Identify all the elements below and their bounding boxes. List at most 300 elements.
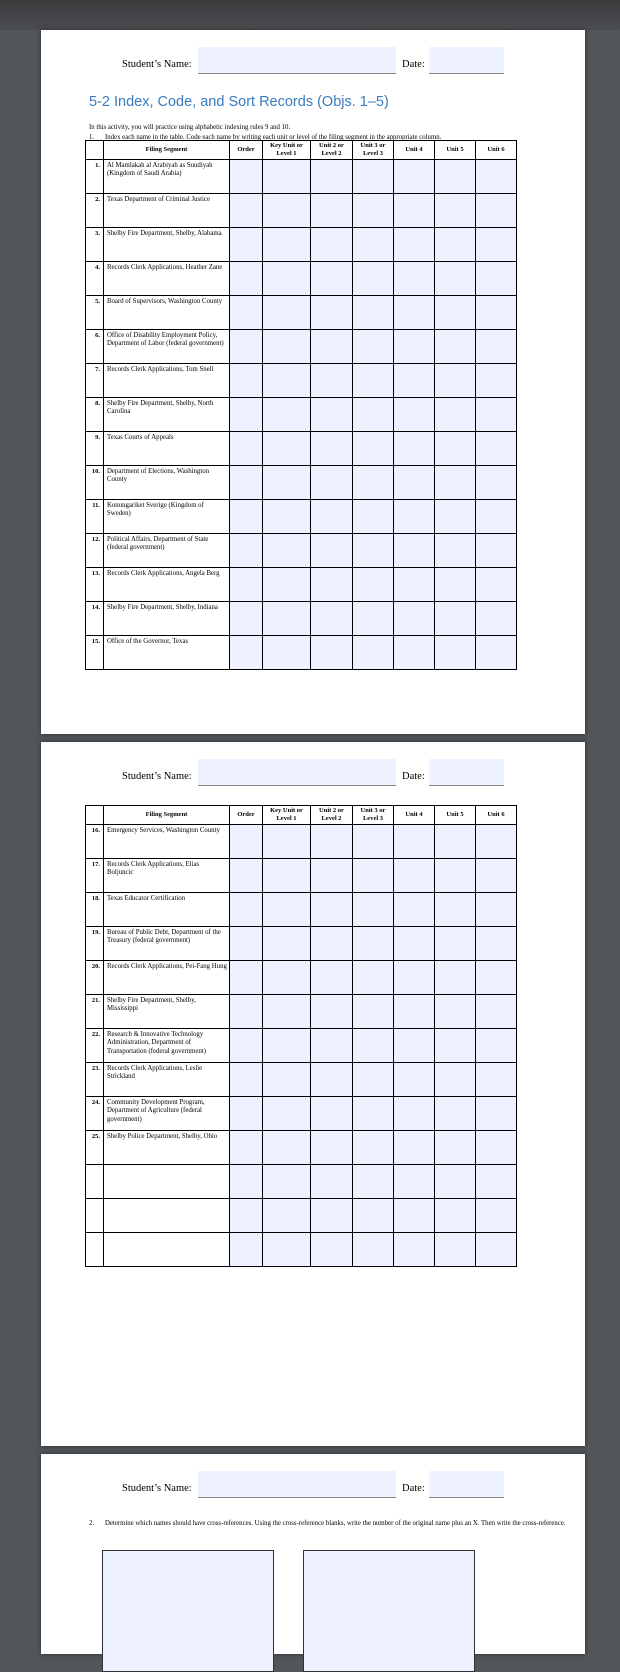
- answer-field[interactable]: [394, 1131, 435, 1165]
- table-row: [86, 961, 517, 995]
- filing-segment: Board of Supervisors, Washington County: [104, 296, 230, 330]
- filing-segment: Texas Courts of Appeals: [104, 432, 230, 466]
- student-name-field[interactable]: [198, 759, 396, 786]
- answer-field[interactable]: [230, 927, 263, 961]
- answer-field[interactable]: [476, 1097, 517, 1131]
- document-page-2: [41, 742, 585, 1446]
- answer-field[interactable]: [311, 228, 353, 262]
- answer-field[interactable]: [353, 534, 394, 568]
- answer-field[interactable]: [353, 893, 394, 927]
- answer-field[interactable]: [394, 330, 435, 364]
- answer-field[interactable]: [263, 500, 311, 534]
- table-row: [86, 1165, 517, 1199]
- answer-field[interactable]: [394, 296, 435, 330]
- answer-field[interactable]: [263, 927, 311, 961]
- answer-field[interactable]: [394, 432, 435, 466]
- answer-field[interactable]: [230, 296, 263, 330]
- instruction-text: Index each name in the table. Code each name by writing each unit or level of the filing segment in the appropriate column.: [105, 134, 442, 141]
- row-number-header: [86, 806, 104, 825]
- filing-segment: Department of Elections, Washington County: [104, 466, 230, 500]
- column-header: Unit 6: [476, 806, 517, 825]
- filing-segment: Shelby Fire Department, Shelby, North Carolina: [104, 398, 230, 432]
- student-name-label: Student’s Name:: [122, 59, 192, 70]
- answer-field[interactable]: [435, 825, 476, 859]
- date-field[interactable]: [429, 1471, 504, 1498]
- answer-field[interactable]: [230, 1131, 263, 1165]
- answer-field[interactable]: [353, 466, 394, 500]
- activity-intro: In this activity, you will practice using alphabetic indexing rules 9 and 10.: [89, 124, 291, 131]
- filing-segment: [104, 1199, 230, 1233]
- answer-field[interactable]: [263, 194, 311, 228]
- answer-field[interactable]: [435, 398, 476, 432]
- row-number: 17.: [86, 859, 104, 893]
- answer-field[interactable]: [230, 364, 263, 398]
- answer-field[interactable]: [394, 636, 435, 670]
- answer-field[interactable]: [230, 636, 263, 670]
- answer-field[interactable]: [394, 602, 435, 636]
- answer-field[interactable]: [394, 893, 435, 927]
- answer-field[interactable]: [353, 636, 394, 670]
- date-field[interactable]: [429, 759, 504, 786]
- answer-field[interactable]: [230, 330, 263, 364]
- row-number: 12.: [86, 534, 104, 568]
- answer-field[interactable]: [476, 262, 517, 296]
- filing-table-page-1: [85, 140, 517, 670]
- column-header: Unit 4: [394, 806, 435, 825]
- table-row: [86, 927, 517, 961]
- answer-field[interactable]: [263, 1029, 311, 1063]
- answer-field[interactable]: [311, 500, 353, 534]
- cross-reference-box-2[interactable]: [303, 1550, 475, 1672]
- answer-field[interactable]: [230, 893, 263, 927]
- table-row: [86, 160, 517, 194]
- answer-field[interactable]: [394, 927, 435, 961]
- answer-field[interactable]: [263, 1063, 311, 1097]
- answer-field[interactable]: [353, 1029, 394, 1063]
- answer-field[interactable]: [435, 927, 476, 961]
- table-header-row: [86, 141, 517, 160]
- row-number: 7.: [86, 364, 104, 398]
- answer-field[interactable]: [394, 1097, 435, 1131]
- column-header: Unit 5: [435, 141, 476, 160]
- answer-field[interactable]: [263, 398, 311, 432]
- answer-field[interactable]: [311, 995, 353, 1029]
- answer-field[interactable]: [435, 995, 476, 1029]
- filing-segment: Texas Educator Certification: [104, 893, 230, 927]
- answer-field[interactable]: [311, 1165, 353, 1199]
- answer-field[interactable]: [311, 1029, 353, 1063]
- filing-table-page-2: [85, 805, 517, 1267]
- answer-field[interactable]: [263, 466, 311, 500]
- answer-field[interactable]: [394, 364, 435, 398]
- answer-field[interactable]: [476, 432, 517, 466]
- answer-field[interactable]: [476, 961, 517, 995]
- answer-field[interactable]: [435, 1131, 476, 1165]
- answer-field[interactable]: [476, 228, 517, 262]
- answer-field[interactable]: [435, 500, 476, 534]
- student-name-field[interactable]: [198, 47, 396, 74]
- table-row: [86, 534, 517, 568]
- answer-field[interactable]: [435, 330, 476, 364]
- answer-field[interactable]: [476, 893, 517, 927]
- row-number: 13.: [86, 568, 104, 602]
- row-number: 2.: [86, 194, 104, 228]
- table-row: [86, 1199, 517, 1233]
- answer-field[interactable]: [311, 1199, 353, 1233]
- answer-field[interactable]: [311, 636, 353, 670]
- student-name-field[interactable]: [198, 1471, 396, 1498]
- answer-field[interactable]: [230, 1097, 263, 1131]
- answer-field[interactable]: [353, 961, 394, 995]
- answer-field[interactable]: [230, 500, 263, 534]
- row-number: 24.: [86, 1097, 104, 1131]
- answer-field[interactable]: [311, 194, 353, 228]
- filing-segment: Office of Disability Employment Policy, Department of Labor (federal government): [104, 330, 230, 364]
- answer-field[interactable]: [394, 1029, 435, 1063]
- table-row: [86, 568, 517, 602]
- answer-field[interactable]: [394, 228, 435, 262]
- row-number: 19.: [86, 927, 104, 961]
- student-header: [41, 759, 585, 785]
- answer-field[interactable]: [263, 893, 311, 927]
- answer-field[interactable]: [476, 534, 517, 568]
- answer-field[interactable]: [311, 432, 353, 466]
- table-row: [86, 602, 517, 636]
- answer-field[interactable]: [476, 466, 517, 500]
- column-header: Unit 3 or Level 3: [353, 141, 394, 160]
- answer-field[interactable]: [263, 859, 311, 893]
- answer-field[interactable]: [353, 602, 394, 636]
- filing-segment: Emergency Services, Washington County: [104, 825, 230, 859]
- answer-field[interactable]: [263, 432, 311, 466]
- answer-field[interactable]: [353, 995, 394, 1029]
- answer-field[interactable]: [263, 602, 311, 636]
- table-row: [86, 330, 517, 364]
- answer-field[interactable]: [476, 636, 517, 670]
- answer-field[interactable]: [311, 1233, 353, 1267]
- answer-field[interactable]: [476, 927, 517, 961]
- answer-field[interactable]: [263, 1097, 311, 1131]
- answer-field[interactable]: [435, 636, 476, 670]
- answer-field[interactable]: [476, 330, 517, 364]
- answer-field[interactable]: [394, 1199, 435, 1233]
- answer-field[interactable]: [263, 636, 311, 670]
- table-row: [86, 500, 517, 534]
- answer-field[interactable]: [311, 398, 353, 432]
- answer-field[interactable]: [263, 296, 311, 330]
- answer-field[interactable]: [353, 1063, 394, 1097]
- answer-field[interactable]: [230, 398, 263, 432]
- column-header: Filing Segment: [104, 806, 230, 825]
- filing-segment: Shelby Police Department, Shelby, Ohio: [104, 1131, 230, 1165]
- answer-field[interactable]: [353, 927, 394, 961]
- answer-field[interactable]: [435, 466, 476, 500]
- answer-field[interactable]: [435, 1063, 476, 1097]
- answer-field[interactable]: [476, 825, 517, 859]
- answer-field[interactable]: [394, 262, 435, 296]
- row-number: 1.: [86, 160, 104, 194]
- answer-field[interactable]: [311, 893, 353, 927]
- answer-field[interactable]: [311, 466, 353, 500]
- answer-field[interactable]: [394, 1233, 435, 1267]
- answer-field[interactable]: [394, 194, 435, 228]
- answer-field[interactable]: [230, 1165, 263, 1199]
- answer-field[interactable]: [476, 364, 517, 398]
- date-label: Date:: [402, 59, 425, 70]
- answer-field[interactable]: [353, 296, 394, 330]
- filing-segment: [104, 1165, 230, 1199]
- table-row: [86, 859, 517, 893]
- answer-field[interactable]: [263, 961, 311, 995]
- column-header: Unit 6: [476, 141, 517, 160]
- answer-field[interactable]: [230, 1199, 263, 1233]
- answer-field[interactable]: [394, 1165, 435, 1199]
- filing-segment: Shelby Fire Department, Shelby, Indiana: [104, 602, 230, 636]
- answer-field[interactable]: [263, 534, 311, 568]
- table-header-row: [86, 806, 517, 825]
- filing-segment: Records Clerk Applications, Pei-Fang Hung: [104, 961, 230, 995]
- answer-field[interactable]: [394, 568, 435, 602]
- answer-field[interactable]: [311, 602, 353, 636]
- answer-field[interactable]: [353, 432, 394, 466]
- table-row: [86, 1097, 517, 1131]
- answer-field[interactable]: [476, 1165, 517, 1199]
- answer-field[interactable]: [353, 194, 394, 228]
- answer-field[interactable]: [353, 859, 394, 893]
- answer-field[interactable]: [311, 364, 353, 398]
- answer-field[interactable]: [476, 500, 517, 534]
- answer-field[interactable]: [353, 1199, 394, 1233]
- student-header: [41, 1471, 585, 1497]
- date-label: Date:: [402, 771, 425, 782]
- answer-field[interactable]: [394, 961, 435, 995]
- row-number: 15.: [86, 636, 104, 670]
- row-number: 4.: [86, 262, 104, 296]
- answer-field[interactable]: [263, 262, 311, 296]
- row-number: 10.: [86, 466, 104, 500]
- filing-segment: Records Clerk Applications, Tom Snell: [104, 364, 230, 398]
- answer-field[interactable]: [311, 160, 353, 194]
- answer-field[interactable]: [311, 1063, 353, 1097]
- answer-field[interactable]: [230, 466, 263, 500]
- answer-field[interactable]: [435, 262, 476, 296]
- answer-field[interactable]: [263, 160, 311, 194]
- answer-field[interactable]: [476, 296, 517, 330]
- answer-field[interactable]: [353, 1097, 394, 1131]
- table-row: [86, 466, 517, 500]
- answer-field[interactable]: [476, 1029, 517, 1063]
- answer-field[interactable]: [230, 228, 263, 262]
- row-number: [86, 1199, 104, 1233]
- answer-field[interactable]: [230, 1233, 263, 1267]
- answer-field[interactable]: [476, 602, 517, 636]
- answer-field[interactable]: [476, 859, 517, 893]
- filing-segment: Records Clerk Applications, Leslie Strickland: [104, 1063, 230, 1097]
- answer-field[interactable]: [263, 1233, 311, 1267]
- answer-field[interactable]: [263, 228, 311, 262]
- answer-field[interactable]: [263, 1165, 311, 1199]
- column-header: Unit 2 or Level 2: [311, 806, 353, 825]
- date-field[interactable]: [429, 47, 504, 74]
- row-number-header: [86, 141, 104, 160]
- answer-field[interactable]: [311, 534, 353, 568]
- answer-field[interactable]: [230, 825, 263, 859]
- column-header: Order: [230, 141, 263, 160]
- answer-field[interactable]: [394, 1063, 435, 1097]
- answer-field[interactable]: [353, 568, 394, 602]
- answer-field[interactable]: [311, 927, 353, 961]
- row-number: 11.: [86, 500, 104, 534]
- instruction-text: Determine which names should have cross-references. Using the cross-reference blanks, write the number of the original name plus an X. Then write the cross-reference.: [105, 1520, 566, 1527]
- answer-field[interactable]: [476, 995, 517, 1029]
- answer-field[interactable]: [263, 1131, 311, 1165]
- answer-field[interactable]: [394, 466, 435, 500]
- column-header: Key Unit or Level 1: [263, 806, 311, 825]
- answer-field[interactable]: [435, 568, 476, 602]
- answer-field[interactable]: [230, 961, 263, 995]
- answer-field[interactable]: [476, 568, 517, 602]
- answer-field[interactable]: [230, 568, 263, 602]
- answer-field[interactable]: [435, 160, 476, 194]
- answer-field[interactable]: [394, 859, 435, 893]
- answer-field[interactable]: [394, 398, 435, 432]
- answer-field[interactable]: [435, 1029, 476, 1063]
- instruction-number: 2.: [89, 1520, 95, 1527]
- answer-field[interactable]: [435, 534, 476, 568]
- answer-field[interactable]: [476, 1131, 517, 1165]
- answer-field[interactable]: [230, 1063, 263, 1097]
- answer-field[interactable]: [435, 228, 476, 262]
- answer-field[interactable]: [394, 160, 435, 194]
- answer-field[interactable]: [435, 432, 476, 466]
- answer-field[interactable]: [435, 602, 476, 636]
- row-number: 23.: [86, 1063, 104, 1097]
- answer-field[interactable]: [311, 1097, 353, 1131]
- answer-field[interactable]: [353, 398, 394, 432]
- instruction-2: [89, 1518, 579, 1529]
- answer-field[interactable]: [435, 364, 476, 398]
- answer-field[interactable]: [394, 825, 435, 859]
- answer-field[interactable]: [230, 995, 263, 1029]
- row-number: 22.: [86, 1029, 104, 1063]
- answer-field[interactable]: [394, 500, 435, 534]
- row-number: 6.: [86, 330, 104, 364]
- answer-field[interactable]: [435, 961, 476, 995]
- answer-field[interactable]: [435, 296, 476, 330]
- row-number: 18.: [86, 893, 104, 927]
- filing-segment: Records Clerk Applications, Heather Zane: [104, 262, 230, 296]
- column-header: Order: [230, 806, 263, 825]
- answer-field[interactable]: [435, 1097, 476, 1131]
- answer-field[interactable]: [311, 296, 353, 330]
- row-number: 3.: [86, 228, 104, 262]
- answer-field[interactable]: [353, 262, 394, 296]
- answer-field[interactable]: [230, 194, 263, 228]
- cross-reference-box-1[interactable]: [102, 1550, 274, 1672]
- answer-field[interactable]: [230, 160, 263, 194]
- table-row: [86, 1029, 517, 1063]
- answer-field[interactable]: [230, 1029, 263, 1063]
- filing-segment: Texas Department of Criminal Justice: [104, 194, 230, 228]
- answer-field[interactable]: [263, 1199, 311, 1233]
- answer-field[interactable]: [476, 160, 517, 194]
- answer-field[interactable]: [476, 1063, 517, 1097]
- answer-field[interactable]: [353, 1165, 394, 1199]
- table-row: [86, 1131, 517, 1165]
- row-number: 8.: [86, 398, 104, 432]
- row-number: 20.: [86, 961, 104, 995]
- answer-field[interactable]: [353, 1233, 394, 1267]
- filing-segment: Office of the Governor, Texas: [104, 636, 230, 670]
- filing-segment: Records Clerk Applications, Angela Berg: [104, 568, 230, 602]
- answer-field[interactable]: [263, 995, 311, 1029]
- answer-field[interactable]: [230, 262, 263, 296]
- row-number: [86, 1233, 104, 1267]
- document-page-1: [41, 30, 585, 734]
- date-label: Date:: [402, 1483, 425, 1494]
- answer-field[interactable]: [311, 1131, 353, 1165]
- filing-segment: Shelby Fire Department, Shelby, Mississippi: [104, 995, 230, 1029]
- answer-field[interactable]: [435, 1199, 476, 1233]
- answer-field[interactable]: [435, 893, 476, 927]
- table-row: [86, 1233, 517, 1267]
- answer-field[interactable]: [311, 825, 353, 859]
- answer-field[interactable]: [476, 398, 517, 432]
- table-row: [86, 364, 517, 398]
- answer-field[interactable]: [353, 330, 394, 364]
- filing-segment: Research & Innovative Technology Administration, Department of Transportation (federal government): [104, 1029, 230, 1063]
- answer-field[interactable]: [311, 961, 353, 995]
- answer-field[interactable]: [476, 1233, 517, 1267]
- answer-field[interactable]: [476, 194, 517, 228]
- answer-field[interactable]: [353, 160, 394, 194]
- answer-field[interactable]: [353, 228, 394, 262]
- answer-field[interactable]: [263, 330, 311, 364]
- table-row: [86, 432, 517, 466]
- answer-field[interactable]: [353, 825, 394, 859]
- answer-field[interactable]: [435, 194, 476, 228]
- answer-field[interactable]: [394, 995, 435, 1029]
- answer-field[interactable]: [435, 1165, 476, 1199]
- answer-field[interactable]: [230, 432, 263, 466]
- table-row: [86, 995, 517, 1029]
- viewer-toolbar: [0, 0, 620, 30]
- answer-field[interactable]: [230, 602, 263, 636]
- answer-field[interactable]: [311, 262, 353, 296]
- column-header: Key Unit or Level 1: [263, 141, 311, 160]
- answer-field[interactable]: [353, 500, 394, 534]
- answer-field[interactable]: [230, 859, 263, 893]
- answer-field[interactable]: [394, 534, 435, 568]
- row-number: 16.: [86, 825, 104, 859]
- column-header: Filing Segment: [104, 141, 230, 160]
- answer-field[interactable]: [311, 859, 353, 893]
- answer-field[interactable]: [476, 1199, 517, 1233]
- answer-field[interactable]: [435, 859, 476, 893]
- filing-segment: Konungariket Sverige (Kingdom of Sweden): [104, 500, 230, 534]
- answer-field[interactable]: [311, 330, 353, 364]
- answer-field[interactable]: [263, 825, 311, 859]
- table-row: [86, 194, 517, 228]
- answer-field[interactable]: [353, 364, 394, 398]
- answer-field[interactable]: [263, 568, 311, 602]
- answer-field[interactable]: [230, 534, 263, 568]
- answer-field[interactable]: [435, 1233, 476, 1267]
- answer-field[interactable]: [263, 364, 311, 398]
- answer-field[interactable]: [353, 1131, 394, 1165]
- answer-field[interactable]: [311, 568, 353, 602]
- column-header: Unit 5: [435, 806, 476, 825]
